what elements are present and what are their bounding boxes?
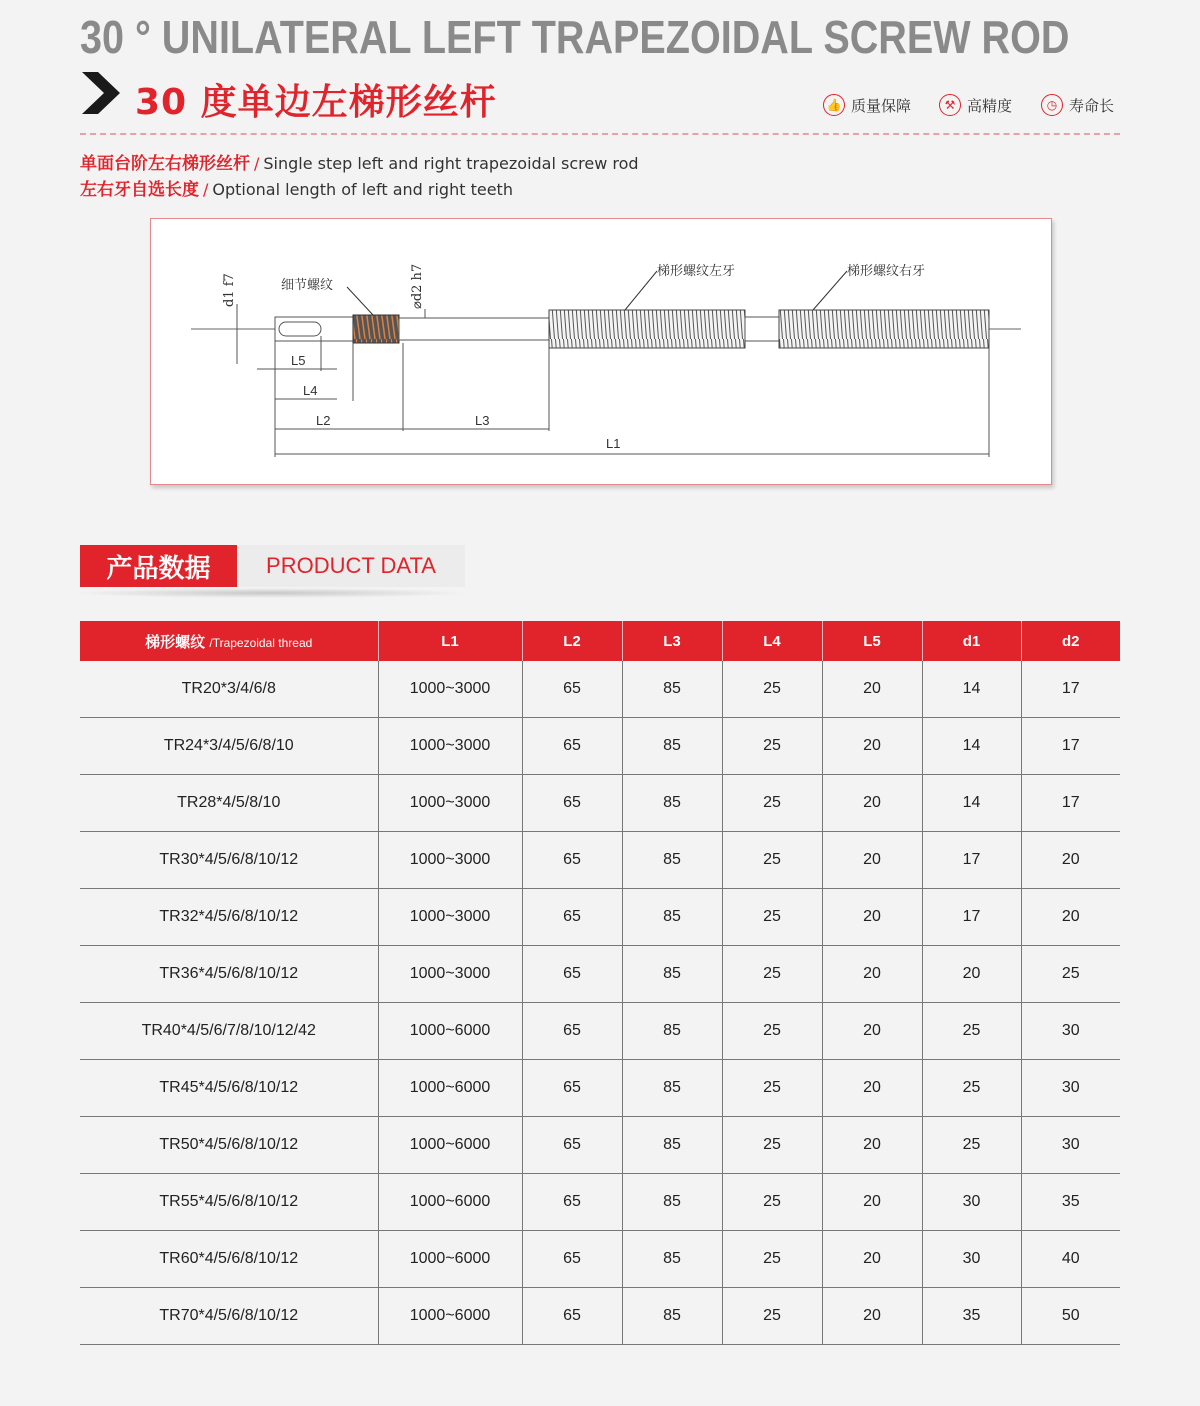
label-left-thread: 梯形螺纹左牙 [657, 264, 736, 279]
table-cell: 20 [822, 1288, 922, 1345]
table-row [80, 1003, 1120, 1060]
table-cell: 85 [622, 889, 722, 946]
table-row [80, 946, 1120, 1003]
table-cell: 65 [522, 1060, 622, 1117]
table-cell: 85 [622, 1003, 722, 1060]
table-cell: 65 [522, 1231, 622, 1288]
table-cell: 25 [722, 1003, 822, 1060]
table-cell: 25 [722, 1117, 822, 1174]
table-cell: 14 [922, 718, 1021, 775]
table-cell: 20 [822, 1003, 922, 1060]
table-row [80, 1117, 1120, 1174]
col-header: d2 [1021, 621, 1120, 661]
table-cell: 20 [822, 1231, 922, 1288]
table-cell: 25 [722, 661, 822, 718]
table-cell: 30 [1021, 1060, 1120, 1117]
shaft-d2 [399, 318, 549, 340]
right-thread [779, 310, 989, 348]
table-cell: 85 [622, 1117, 722, 1174]
table-cell: 1000~6000 [378, 1117, 522, 1174]
table-cell: 1000~3000 [378, 889, 522, 946]
dim-L5: L5 [291, 353, 306, 368]
table-cell: 25 [922, 1117, 1021, 1174]
table-row [80, 1231, 1120, 1288]
table-cell: 14 [922, 775, 1021, 832]
table-cell: 25 [722, 1060, 822, 1117]
table-cell: 20 [822, 718, 922, 775]
tools-icon: ⚒ [939, 94, 961, 116]
section-title-cn: 产品数据 [80, 545, 237, 587]
table-cell: 30 [1021, 1117, 1120, 1174]
table-cell: 85 [622, 1174, 722, 1231]
thread-spec-cell: TR36*4/5/6/8/10/12 [80, 946, 378, 1003]
table-cell: 1000~6000 [378, 1231, 522, 1288]
feature-label: 高精度 [967, 96, 1013, 115]
clock-icon: ◷ [1041, 94, 1063, 116]
screw-rod-drawing [151, 219, 1051, 484]
table-cell: 17 [922, 889, 1021, 946]
table-cell: 65 [522, 946, 622, 1003]
table-cell: 30 [922, 1174, 1021, 1231]
thumbs-up-icon: 👍 [823, 94, 845, 116]
table-cell: 25 [1021, 946, 1120, 1003]
table-cell: 65 [522, 1003, 622, 1060]
thread-spec-cell: TR40*4/5/6/7/8/10/12/42 [80, 1003, 378, 1060]
table-cell: 85 [622, 775, 722, 832]
table-cell: 1000~6000 [378, 1060, 522, 1117]
table-cell: 1000~6000 [378, 1174, 522, 1231]
thread-spec-cell: TR30*4/5/6/8/10/12 [80, 832, 378, 889]
table-cell: 20 [822, 946, 922, 1003]
table-cell: 65 [522, 1288, 622, 1345]
table-cell: 35 [1021, 1174, 1120, 1231]
table-cell: 40 [1021, 1231, 1120, 1288]
fine-thread [353, 315, 399, 343]
table-row [80, 1060, 1120, 1117]
table-cell: 65 [522, 718, 622, 775]
thread-spec-cell: TR50*4/5/6/8/10/12 [80, 1117, 378, 1174]
feature-label: 质量保障 [851, 96, 912, 115]
feature-quality [823, 92, 911, 118]
product-data-table [80, 621, 1120, 1345]
table-cell: 85 [622, 1060, 722, 1117]
table-cell: 20 [822, 661, 922, 718]
table-cell: 85 [622, 718, 722, 775]
col-header: L1 [378, 621, 522, 661]
divider [80, 133, 1120, 135]
thread-spec-cell: TR20*3/4/6/8 [80, 661, 378, 718]
table-cell: 25 [922, 1060, 1021, 1117]
table-cell: 30 [922, 1231, 1021, 1288]
table-cell: 1000~3000 [378, 661, 522, 718]
table-row [80, 661, 1120, 718]
table-cell: 25 [722, 832, 822, 889]
feature-label: 寿命长 [1069, 96, 1115, 115]
table-cell: 20 [1021, 889, 1120, 946]
table-cell: 65 [522, 1117, 622, 1174]
thread-spec-cell: TR60*4/5/6/8/10/12 [80, 1231, 378, 1288]
table-header-row [80, 621, 1120, 661]
neck [745, 317, 779, 341]
table-cell: 17 [1021, 775, 1120, 832]
section-header [80, 545, 465, 587]
table-cell: 20 [822, 889, 922, 946]
table-cell: 25 [722, 889, 822, 946]
feature-precision [939, 92, 1012, 118]
table-row [80, 718, 1120, 775]
table-cell: 1000~3000 [378, 718, 522, 775]
table-row [80, 775, 1120, 832]
table-cell: 20 [822, 1117, 922, 1174]
col-header: L5 [822, 621, 922, 661]
subtitle-2: 左右牙自选长度 / Optional length of left and right teeth [80, 180, 513, 200]
col-header: d1 [922, 621, 1021, 661]
table-cell: 85 [622, 832, 722, 889]
table-cell: 85 [622, 1288, 722, 1345]
table-cell: 65 [522, 775, 622, 832]
table-cell: 25 [722, 718, 822, 775]
thread-spec-cell: TR45*4/5/6/8/10/12 [80, 1060, 378, 1117]
label-right-thread: 梯形螺纹右牙 [847, 264, 926, 279]
table-cell: 65 [522, 1174, 622, 1231]
dim-L3: L3 [475, 413, 490, 428]
col-header: L4 [722, 621, 822, 661]
label-fine-thread: 细节螺纹 [281, 278, 334, 293]
table-cell: 1000~6000 [378, 1003, 522, 1060]
label-d1: d1 f7 [222, 273, 237, 307]
table-cell: 25 [722, 1174, 822, 1231]
feature-lifespan [1041, 92, 1114, 118]
table-cell: 85 [622, 661, 722, 718]
table-cell: 1000~3000 [378, 775, 522, 832]
table-cell: 25 [722, 1231, 822, 1288]
table-cell: 17 [1021, 661, 1120, 718]
thread-spec-cell: TR28*4/5/8/10 [80, 775, 378, 832]
technical-drawing [150, 218, 1052, 485]
dim-L2: L2 [316, 413, 331, 428]
table-cell: 85 [622, 946, 722, 1003]
table-row [80, 1288, 1120, 1345]
subtitle-1: 单面台阶左右梯形丝杆 / Single step left and right trapezoidal screw rod [80, 154, 639, 174]
table-cell: 20 [822, 775, 922, 832]
col-header: L3 [622, 621, 722, 661]
table-cell: 1000~3000 [378, 946, 522, 1003]
chevron-right-icon [80, 70, 122, 116]
table-cell: 50 [1021, 1288, 1120, 1345]
dim-L1: L1 [606, 436, 621, 451]
table-cell: 30 [1021, 1003, 1120, 1060]
page-title-en: 30 ° UNILATERAL LEFT TRAPEZOIDAL SCREW ROD [80, 11, 1070, 63]
left-thread [549, 310, 745, 348]
table-cell: 20 [822, 1174, 922, 1231]
table-cell: 85 [622, 1231, 722, 1288]
table-cell: 17 [922, 832, 1021, 889]
page-title-cn: 30 度单边左梯形丝杆 [135, 82, 497, 123]
table-cell: 65 [522, 889, 622, 946]
col-header-thread: 梯形螺纹 /Trapezoidal thread [80, 621, 378, 661]
dim-L4: L4 [303, 383, 318, 398]
label-d2: ⌀d2 h7 [410, 263, 425, 309]
table-row [80, 832, 1120, 889]
table-cell: 65 [522, 661, 622, 718]
thread-spec-cell: TR24*3/4/5/6/8/10 [80, 718, 378, 775]
table-cell: 20 [1021, 832, 1120, 889]
table-cell: 20 [822, 1060, 922, 1117]
table-cell: 25 [722, 946, 822, 1003]
table-cell: 20 [822, 832, 922, 889]
table-row [80, 889, 1120, 946]
table-row [80, 1174, 1120, 1231]
keyway [279, 322, 321, 336]
table-cell: 25 [722, 775, 822, 832]
section-title-en: PRODUCT DATA [237, 545, 465, 587]
thread-spec-cell: TR55*4/5/6/8/10/12 [80, 1174, 378, 1231]
table-cell: 65 [522, 832, 622, 889]
thread-spec-cell: TR70*4/5/6/8/10/12 [80, 1288, 378, 1345]
table-cell: 25 [922, 1003, 1021, 1060]
section-shadow [70, 588, 470, 598]
table-cell: 25 [722, 1288, 822, 1345]
table-cell: 14 [922, 661, 1021, 718]
table-cell: 17 [1021, 718, 1120, 775]
table-cell: 1000~6000 [378, 1288, 522, 1345]
col-header: L2 [522, 621, 622, 661]
table-cell: 20 [922, 946, 1021, 1003]
table-cell: 1000~3000 [378, 832, 522, 889]
table-cell: 35 [922, 1288, 1021, 1345]
thread-spec-cell: TR32*4/5/6/8/10/12 [80, 889, 378, 946]
